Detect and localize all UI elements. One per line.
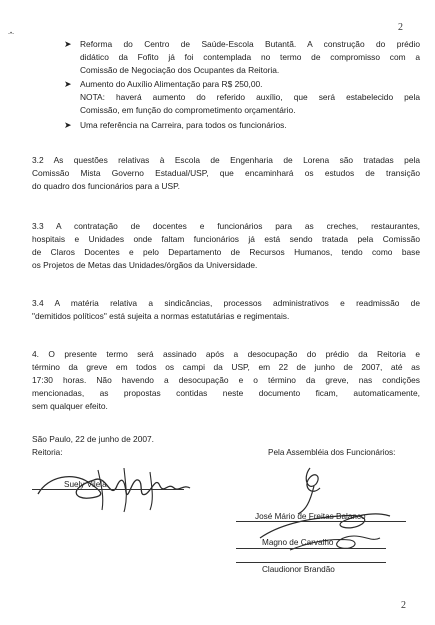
bullet-1-line-1: Reforma do Centro de Saúde-Escola Butantã. A construção do prédio bbox=[80, 39, 420, 49]
paragraph-3-4-line-2: "demitidos políticos" está sujeita a normas estatutárias e regimentais. bbox=[32, 311, 290, 321]
signer-name-right-3: Claudionor Brandão bbox=[262, 565, 335, 574]
paragraph-3-2-line-3: do quadro dos funcionários para a USP. bbox=[32, 181, 180, 191]
page-number-top: 2 bbox=[398, 22, 403, 33]
handwritten-signature-left bbox=[28, 458, 198, 518]
bullet-1-line-2: didático da Fofito já foi contemplada no termo de compromisso com a bbox=[80, 52, 420, 62]
paragraph-3-3-line-1: 3.3 A contratação de docentes e funcionários para as creches, restaurantes, bbox=[32, 221, 420, 231]
arrow-bullet-icon: ➤ bbox=[64, 79, 72, 89]
paragraph-3-2-line-1: 3.2 As questões relativas à Escola de Engenharia de Lorena são tratadas pela bbox=[32, 155, 420, 165]
signature-line-left bbox=[32, 489, 184, 490]
signer-name-right-2: Magno de Carvalho bbox=[262, 538, 334, 547]
paragraph-4-line-2: término da greve em todos os campi da USP, em 22 de junho de 2007, até as bbox=[32, 362, 420, 372]
signature-header-right: Pela Assembléia dos Funcionários: bbox=[268, 448, 396, 457]
signer-name-right-1: José Mário de Freitas Balanco bbox=[255, 512, 366, 521]
bullet-3-line-1: Uma referência na Carreira, para todos os funcionários. bbox=[80, 120, 287, 130]
paragraph-4-line-1: 4. O presente termo será assinado após a desocupação do prédio da Reitoria e bbox=[32, 349, 420, 359]
bullet-1-line-3: Comissão de Negociação dos Ocupantes da Reitoria. bbox=[80, 65, 280, 75]
paragraph-3-2-line-2: Comissão Mista Governo Estadual/USP, que encaminhará os estudos de transição bbox=[32, 168, 420, 178]
scan-mark: -•- bbox=[8, 31, 15, 37]
date-line: São Paulo, 22 de junho de 2007. bbox=[32, 434, 155, 444]
paragraph-4-line-5: sem qualquer efeito. bbox=[32, 401, 108, 411]
arrow-bullet-icon: ➤ bbox=[64, 120, 72, 130]
arrow-bullet-icon: ➤ bbox=[64, 39, 72, 49]
bullet-2-line-3: Comissão, em função do comprometimento orçamentário. bbox=[80, 105, 296, 115]
signature-header-left: Reitoria: bbox=[32, 448, 63, 457]
page-number-bottom: 2 bbox=[401, 600, 406, 611]
signature-line-right-3 bbox=[236, 562, 386, 563]
paragraph-3-3-line-4: os Projetos de Metas das Unidades/órgãos da Universidade. bbox=[32, 260, 258, 270]
paragraph-4-line-4: mencionadas, as propostas contidas neste documento ficam, automaticamente, bbox=[32, 388, 420, 398]
paragraph-3-3-line-3: de Claros Docentes e pelo Departamento de Recursos Humanos, tendo como base bbox=[32, 247, 420, 257]
paragraph-4-line-3: 17:30 horas. Não havendo a desocupação e o término da greve, nas condições bbox=[32, 375, 420, 385]
bullet-2-line-2: NOTA: haverá aumento do referido auxílio, que será estabelecido pela bbox=[80, 92, 420, 102]
signer-name-left: Suely Vilela bbox=[64, 480, 107, 489]
paragraph-3-4-line-1: 3.4 A matéria relativa a sindicâncias, processos administrativos e readmissão de bbox=[32, 298, 420, 308]
paragraph-3-3-line-2: hospitais e Unidades onde faltam funcionários já está sendo tratada pela Comissão bbox=[32, 234, 420, 244]
bullet-2-line-1: Aumento do Auxílio Alimentação para R$ 250,00. bbox=[80, 79, 263, 89]
